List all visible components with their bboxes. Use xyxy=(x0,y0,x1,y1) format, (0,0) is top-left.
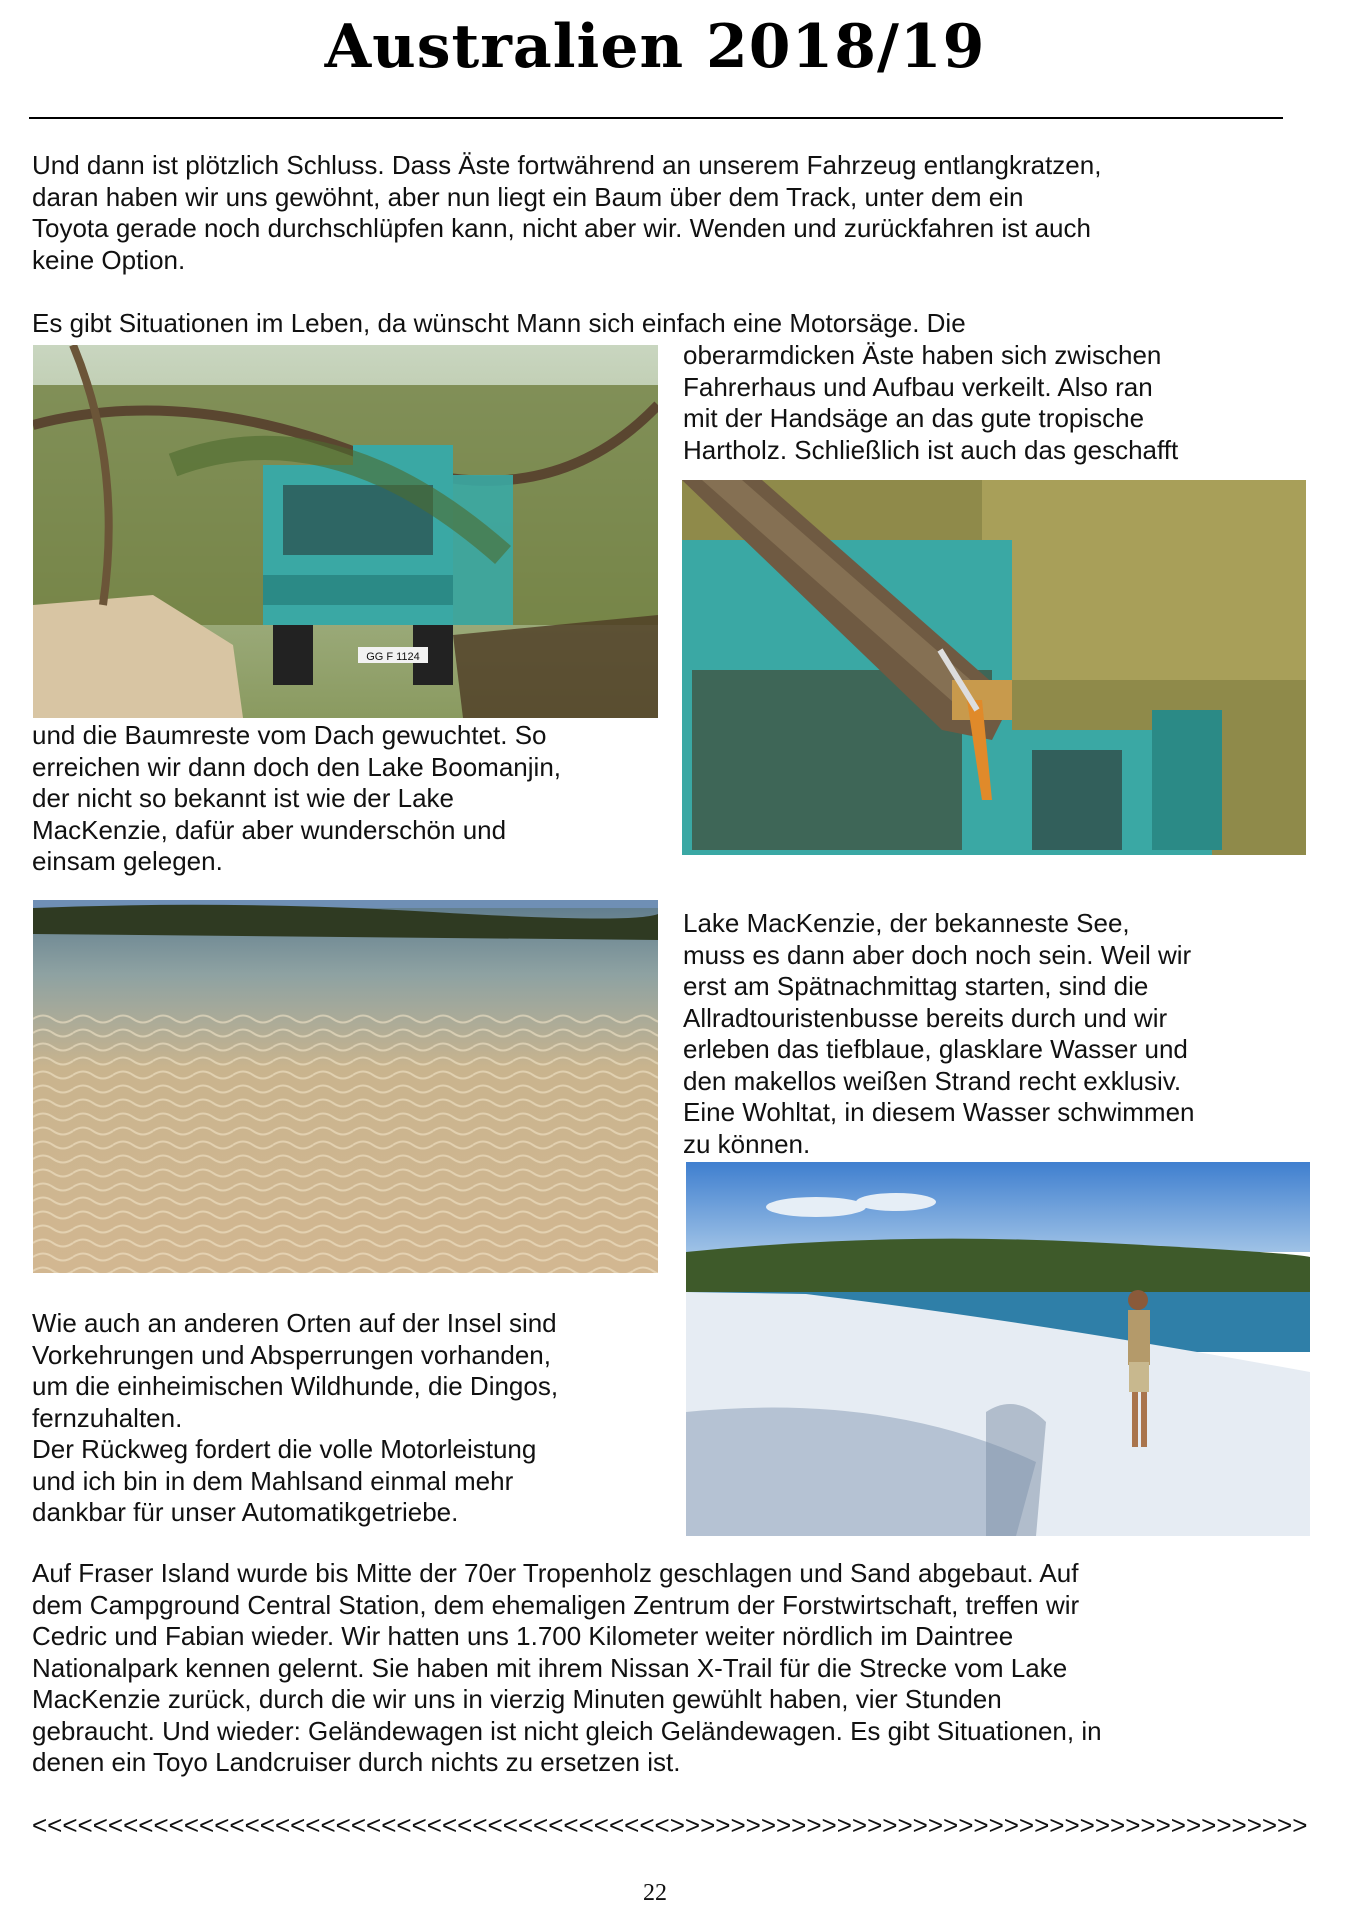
paragraph-handsaege: oberarmdicken Äste haben sich zwischen Fahrerhaus und Aufbau verkeilt. Also ran mit der Handsäge an das gute tropische Hartholz. Schließlich ist auch das geschafft xyxy=(683,340,1179,465)
photo-lake-mackenzie-beach xyxy=(686,1162,1310,1536)
photo-lake-boomanjin xyxy=(33,900,658,1273)
title-divider xyxy=(29,117,1283,119)
paragraph-intro: Und dann ist plötzlich Schluss. Dass Äste fortwährend an unserem Fahrzeug entlangkratzen, daran haben wir uns gewöhnt, aber nun liegt ein Baum über dem Track, unter dem ein Toyota gerade noch durchschlüpfen kann, nicht aber wir. Wenden und zurückfahren ist auch keine Option. xyxy=(32,150,1102,275)
photo-branch-handsaw xyxy=(682,480,1306,855)
page-number: 22 xyxy=(643,1880,667,1906)
page-title: Australien 2018/19 xyxy=(324,12,986,82)
paragraph-fraser-island: Auf Fraser Island wurde bis Mitte der 70er Tropenholz geschlagen und Sand abgebaut. Auf dem Campground Central Station, dem ehemaligen Zentrum der Forstwirtschaft, treffen wir Cedric und Fabian wieder. Wir hatten uns 1.700 Kilometer weiter nördlich im Daintree Nationalpark kennen gelernt. Sie haben mit ihrem Nissan X-Trail für die Strecke vom Lake MacKenzie zurück, durch die wir uns in vierzig Minuten gewühlt haben, vier Stunden gebraucht. Und wieder: Geländewagen ist nicht gleich Geländewagen. Es gibt Situationen, in denen ein Toyo Landcruiser durch nichts zu ersetzen ist. xyxy=(32,1558,1102,1777)
separator-line: <<<<<<<<<<<<<<<<<<<<<<<<<<<<<<<<<<<<<<<<<<>>>>>>>>>>>>>>>>>>>>>>>>>>>>>>>>>>>>>>>>>> xyxy=(32,1810,1307,1840)
paragraph-dingos: Wie auch an anderen Orten auf der Insel sind Vorkehrungen und Absperrungen vorhanden, um die einheimischen Wildhunde, die Dingos, fernzuhalten. Der Rückweg fordert die volle Motorleistung und ich bin in dem Mahlsand einmal mehr dankbar für unser Automatikgetriebe. xyxy=(32,1308,559,1527)
paragraph-boomanjin: und die Baumreste vom Dach gewuchtet. So erreichen wir dann doch den Lake Boomanjin, der nicht so bekannt ist wie der Lake MacKenzie, dafür aber wunderschön und einsam gelegen. xyxy=(32,720,562,876)
paragraph-mackenzie: Lake MacKenzie, der bekanneste See, muss es dann aber doch noch sein. Weil wir erst am Spätnachmittag starten, sind die Allradtouristenbusse bereits durch und wir erleben das tiefblaue, glasklare Wasser und den makellos weißen Strand recht exklusiv. Eine Wohltat, in diesem Wasser schwimmen zu können. xyxy=(683,908,1195,1159)
photo-truck-under-tree xyxy=(33,345,658,718)
license-plate: GG F 1124 xyxy=(366,651,420,663)
paragraph-motorsaege: Es gibt Situationen im Leben, da wünscht Mann sich einfach eine Motorsäge. Die xyxy=(32,308,966,338)
